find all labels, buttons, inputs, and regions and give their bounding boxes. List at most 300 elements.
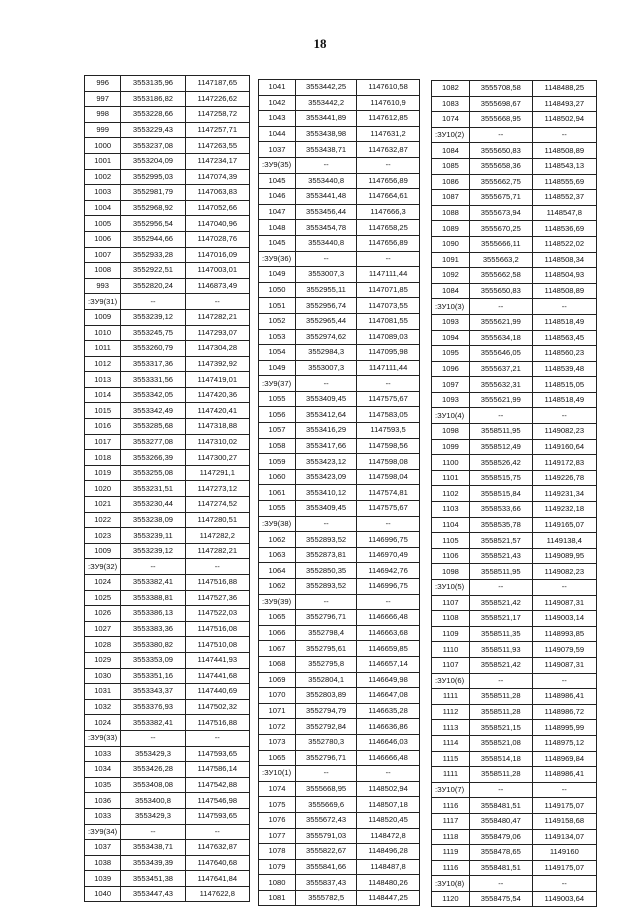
y-coordinate-cell: 1148986,41 <box>532 689 596 705</box>
x-coordinate-cell: 3552803,89 <box>296 688 357 704</box>
y-coordinate-cell: 1148555,69 <box>532 174 596 190</box>
point-number-cell: 1007 <box>85 247 121 263</box>
point-number-cell: 1118 <box>432 829 470 845</box>
y-coordinate-cell: 1148508,89 <box>532 143 596 159</box>
point-number-cell: 1069 <box>259 672 296 688</box>
x-coordinate-cell: -- <box>469 580 532 596</box>
x-coordinate-cell: 3553423,09 <box>296 469 357 485</box>
x-coordinate-cell: 3555621,99 <box>469 392 532 408</box>
y-coordinate-cell: 1147586,14 <box>185 762 249 778</box>
point-number-cell: 1056 <box>259 407 296 423</box>
x-coordinate-cell: 3552955,11 <box>296 282 357 298</box>
table-row <box>85 777 250 793</box>
table-row <box>432 517 597 533</box>
y-coordinate-cell: 1149231,34 <box>532 486 596 502</box>
y-coordinate-cell: -- <box>532 876 596 892</box>
x-coordinate-cell: 3553342,49 <box>121 403 185 419</box>
table-row <box>432 455 597 471</box>
table-row <box>259 204 420 220</box>
point-number-cell: 1106 <box>432 548 470 564</box>
point-number-cell: 1009 <box>85 309 121 325</box>
point-number-cell: 1110 <box>432 642 470 658</box>
y-coordinate-cell: 1146647,08 <box>357 688 420 704</box>
table-row <box>259 812 420 828</box>
table-row <box>432 860 597 876</box>
table-row <box>432 158 597 174</box>
y-coordinate-cell: 1147542,88 <box>185 777 249 793</box>
point-number-cell: 1061 <box>259 485 296 501</box>
point-number-cell: 1054 <box>259 345 296 361</box>
y-coordinate-cell: -- <box>532 782 596 798</box>
y-coordinate-cell: 1147575,67 <box>357 501 420 517</box>
x-coordinate-cell: 3552794,79 <box>296 703 357 719</box>
y-coordinate-cell: 1146663,68 <box>357 625 420 641</box>
y-coordinate-cell: 1148993,85 <box>532 626 596 642</box>
table-row <box>432 96 597 112</box>
table-row <box>85 871 250 887</box>
y-coordinate-cell: 1148536,69 <box>532 221 596 237</box>
point-number-cell: 1098 <box>432 564 470 580</box>
table-row <box>259 391 420 407</box>
table-row <box>85 543 250 559</box>
y-coordinate-cell: 1146666,48 <box>357 750 420 766</box>
x-coordinate-cell: 3553408,08 <box>121 777 185 793</box>
table-row <box>259 875 420 891</box>
table-row <box>432 221 597 237</box>
point-number-cell: 1011 <box>85 341 121 357</box>
x-coordinate-cell: 3553376,93 <box>121 699 185 715</box>
x-coordinate-cell: 3558521,42 <box>469 657 532 673</box>
table-row <box>85 715 250 731</box>
x-coordinate-cell: 3553239,11 <box>121 528 185 544</box>
point-number-cell: 1120 <box>432 891 470 907</box>
x-coordinate-cell: -- <box>296 157 357 173</box>
section-label-cell: :ЗУ10(5) <box>432 580 470 596</box>
point-number-cell: 1018 <box>85 450 121 466</box>
point-number-cell: 1000 <box>85 138 121 154</box>
point-number-cell: 1034 <box>85 762 121 778</box>
y-coordinate-cell: -- <box>532 299 596 315</box>
table-row <box>85 325 250 341</box>
y-coordinate-cell: 1147666,3 <box>357 204 420 220</box>
table-row <box>259 423 420 439</box>
point-number-cell: 1040 <box>85 886 121 902</box>
y-coordinate-cell: 1147257,71 <box>185 122 249 138</box>
point-number-cell: 1071 <box>259 703 296 719</box>
y-coordinate-cell: 1147419,01 <box>185 372 249 388</box>
point-number-cell: 1023 <box>85 528 121 544</box>
x-coordinate-cell: 3553260,79 <box>121 341 185 357</box>
point-number-cell: 1010 <box>85 325 121 341</box>
y-coordinate-cell: 1147441,68 <box>185 668 249 684</box>
x-coordinate-cell: 3553007,3 <box>296 360 357 376</box>
y-coordinate-cell: 1147293,07 <box>185 325 249 341</box>
y-coordinate-cell: 1147502,32 <box>185 699 249 715</box>
x-coordinate-cell: 3553438,71 <box>296 142 357 158</box>
y-coordinate-cell: 1146942,76 <box>357 563 420 579</box>
x-coordinate-cell: 3555782,5 <box>296 890 357 906</box>
y-coordinate-cell: 1148472,8 <box>357 828 420 844</box>
y-coordinate-cell: 1147095,98 <box>357 345 420 361</box>
point-number-cell: 1049 <box>259 360 296 376</box>
x-coordinate-cell: 3553230,44 <box>121 497 185 513</box>
x-coordinate-cell: 3553429,3 <box>121 746 185 762</box>
y-coordinate-cell: 1147612,85 <box>357 111 420 127</box>
x-coordinate-cell: 3552796,71 <box>296 750 357 766</box>
y-coordinate-cell: -- <box>532 127 596 143</box>
table-row <box>432 673 597 689</box>
y-coordinate-cell: 1148502,94 <box>532 112 596 128</box>
x-coordinate-cell: 3553383,36 <box>121 621 185 637</box>
table-row <box>432 486 597 502</box>
table-row <box>85 497 250 513</box>
x-coordinate-cell: 3555663,2 <box>469 252 532 268</box>
point-number-cell: 1029 <box>85 652 121 668</box>
point-number-cell: 998 <box>85 107 121 123</box>
x-coordinate-cell: -- <box>296 594 357 610</box>
x-coordinate-cell: 3553439,39 <box>121 855 185 871</box>
point-number-cell: 1073 <box>259 734 296 750</box>
y-coordinate-cell: 1147546,98 <box>185 793 249 809</box>
table-row <box>432 424 597 440</box>
table-row <box>85 684 250 700</box>
x-coordinate-cell: 3558526,42 <box>469 455 532 471</box>
x-coordinate-cell: 3555666,11 <box>469 236 532 252</box>
x-coordinate-cell: 3552984,3 <box>296 345 357 361</box>
x-coordinate-cell: 3558521,08 <box>469 735 532 751</box>
y-coordinate-cell: 1147003,01 <box>185 263 249 279</box>
point-number-cell: 1083 <box>432 96 470 112</box>
point-number-cell: 1072 <box>259 719 296 735</box>
table-row <box>85 746 250 762</box>
y-coordinate-cell: 1148515,05 <box>532 377 596 393</box>
point-number-cell: 1062 <box>259 579 296 595</box>
y-coordinate-cell: 1147593,5 <box>357 423 420 439</box>
point-number-cell: 997 <box>85 91 121 107</box>
y-coordinate-cell: 1148504,93 <box>532 268 596 284</box>
y-coordinate-cell: 1146970,49 <box>357 547 420 563</box>
table-row <box>432 314 597 330</box>
x-coordinate-cell: 3558514,18 <box>469 751 532 767</box>
table-row <box>85 247 250 263</box>
y-coordinate-cell: 1148560,23 <box>532 346 596 362</box>
x-coordinate-cell: 3553440,8 <box>296 235 357 251</box>
table-row <box>432 845 597 861</box>
x-coordinate-cell: 3555672,43 <box>296 812 357 828</box>
table-row <box>432 377 597 393</box>
table-row <box>259 282 420 298</box>
point-number-cell: 1052 <box>259 313 296 329</box>
table-row <box>259 532 420 548</box>
point-number-cell: 1024 <box>85 575 121 591</box>
table-row <box>259 313 420 329</box>
table-row <box>432 735 597 751</box>
y-coordinate-cell: 1147016,09 <box>185 247 249 263</box>
x-coordinate-cell: 3552981,79 <box>121 185 185 201</box>
point-number-cell: 1045 <box>259 235 296 251</box>
y-coordinate-cell: 1147641,84 <box>185 871 249 887</box>
point-number-cell: 999 <box>85 122 121 138</box>
y-coordinate-cell: 1147583,05 <box>357 407 420 423</box>
y-coordinate-cell: 1147291,1 <box>185 465 249 481</box>
x-coordinate-cell: 3553229,43 <box>121 122 185 138</box>
table-row <box>85 434 250 450</box>
point-number-cell: 1057 <box>259 423 296 439</box>
section-label-cell: :ЗУ10(3) <box>432 299 470 315</box>
point-number-cell: 1037 <box>259 142 296 158</box>
table-row <box>432 689 597 705</box>
table-row <box>259 859 420 875</box>
point-number-cell: 1046 <box>259 189 296 205</box>
table-row <box>85 372 250 388</box>
table-row <box>85 200 250 216</box>
x-coordinate-cell: -- <box>469 673 532 689</box>
table-row <box>432 408 597 424</box>
x-coordinate-cell: 3555670,25 <box>469 221 532 237</box>
x-coordinate-cell: -- <box>469 782 532 798</box>
y-coordinate-cell: 1147593,65 <box>185 746 249 762</box>
table-row <box>432 580 597 596</box>
y-coordinate-cell: 1148986,41 <box>532 767 596 783</box>
y-coordinate-cell: 1149087,31 <box>532 657 596 673</box>
y-coordinate-cell: 1147280,51 <box>185 512 249 528</box>
x-coordinate-cell: 3553231,51 <box>121 481 185 497</box>
point-number-cell: 1050 <box>259 282 296 298</box>
x-coordinate-cell: 3558479,06 <box>469 829 532 845</box>
y-coordinate-cell: 1149172,83 <box>532 455 596 471</box>
point-number-cell: 1068 <box>259 656 296 672</box>
point-number-cell: 1014 <box>85 387 121 403</box>
point-number-cell: 1098 <box>432 424 470 440</box>
y-coordinate-cell: 1147073,55 <box>357 298 420 314</box>
point-number-cell: 1062 <box>259 532 296 548</box>
y-coordinate-cell: 1147258,72 <box>185 107 249 123</box>
y-coordinate-cell: 1147111,44 <box>357 267 420 283</box>
y-coordinate-cell: 1148496,28 <box>357 844 420 860</box>
x-coordinate-cell: 3555675,71 <box>469 190 532 206</box>
x-coordinate-cell: 3553351,16 <box>121 668 185 684</box>
x-coordinate-cell: 3553447,43 <box>121 886 185 902</box>
y-coordinate-cell: 1147063,83 <box>185 185 249 201</box>
table-row <box>259 688 420 704</box>
table-row <box>432 299 597 315</box>
point-number-cell: 1103 <box>432 502 470 518</box>
x-coordinate-cell: -- <box>296 516 357 532</box>
point-number-cell: 1076 <box>259 812 296 828</box>
x-coordinate-cell: 3558515,75 <box>469 470 532 486</box>
table-row <box>85 450 250 466</box>
point-number-cell: 1037 <box>85 840 121 856</box>
y-coordinate-cell: -- <box>357 766 420 782</box>
table-row <box>85 419 250 435</box>
section-label-cell: :ЗУ9(33) <box>85 730 121 746</box>
table-row <box>85 512 250 528</box>
coordinates-table-2 <box>258 79 420 906</box>
y-coordinate-cell: 1148508,34 <box>532 252 596 268</box>
table-row <box>85 356 250 372</box>
point-number-cell: 1093 <box>432 392 470 408</box>
table-row <box>85 216 250 232</box>
table-row <box>432 392 597 408</box>
table-row <box>259 641 420 657</box>
point-number-cell: 1060 <box>259 469 296 485</box>
section-label-cell: :ЗУ9(38) <box>259 516 296 532</box>
y-coordinate-cell: 1147071,85 <box>357 282 420 298</box>
table-row <box>259 734 420 750</box>
x-coordinate-cell: 3553317,36 <box>121 356 185 372</box>
x-coordinate-cell: 3552798,4 <box>296 625 357 641</box>
point-number-cell: 1074 <box>259 781 296 797</box>
y-coordinate-cell: 1148995,99 <box>532 720 596 736</box>
x-coordinate-cell: 3555650,83 <box>469 283 532 299</box>
section-label-cell: :ЗУ9(34) <box>85 824 121 840</box>
point-number-cell: 1074 <box>432 112 470 128</box>
table-row <box>85 652 250 668</box>
y-coordinate-cell: 1147274,52 <box>185 497 249 513</box>
table-row <box>85 575 250 591</box>
y-coordinate-cell: -- <box>185 730 249 746</box>
point-number-cell: 1119 <box>432 845 470 861</box>
point-number-cell: 1097 <box>432 377 470 393</box>
y-coordinate-cell: 1146873,49 <box>185 278 249 294</box>
table-row <box>85 403 250 419</box>
table-row <box>432 236 597 252</box>
point-number-cell: 1035 <box>85 777 121 793</box>
x-coordinate-cell: 3552956,54 <box>121 216 185 232</box>
x-coordinate-cell: 3558515,84 <box>469 486 532 502</box>
table-row <box>85 185 250 201</box>
x-coordinate-cell: 3553400,8 <box>121 793 185 809</box>
point-number-cell: 1093 <box>432 314 470 330</box>
x-coordinate-cell: 3558511,28 <box>469 689 532 705</box>
y-coordinate-cell: 1147081,55 <box>357 313 420 329</box>
x-coordinate-cell: -- <box>121 294 185 310</box>
point-number-cell: 1032 <box>85 699 121 715</box>
point-number-cell: 1091 <box>432 252 470 268</box>
y-coordinate-cell: 1147575,67 <box>357 391 420 407</box>
table-row <box>259 625 420 641</box>
x-coordinate-cell: 3553204,09 <box>121 153 185 169</box>
table-row <box>259 610 420 626</box>
x-coordinate-cell: 3553412,64 <box>296 407 357 423</box>
x-coordinate-cell: 3553423,12 <box>296 454 357 470</box>
y-coordinate-cell: 1147441,93 <box>185 652 249 668</box>
point-number-cell: 1059 <box>259 454 296 470</box>
y-coordinate-cell: 1147574,81 <box>357 485 420 501</box>
table-row <box>259 111 420 127</box>
table-row <box>85 637 250 653</box>
table-row <box>259 828 420 844</box>
y-coordinate-cell: 1146636,86 <box>357 719 420 735</box>
point-number-cell: 1081 <box>259 890 296 906</box>
x-coordinate-cell: 3555673,94 <box>469 205 532 221</box>
table-row <box>259 142 420 158</box>
point-number-cell: 1053 <box>259 329 296 345</box>
table-row <box>85 138 250 154</box>
y-coordinate-cell: 1147516,88 <box>185 715 249 731</box>
table-row <box>432 595 597 611</box>
x-coordinate-cell: 3558480,47 <box>469 813 532 829</box>
y-coordinate-cell: 1147522,03 <box>185 606 249 622</box>
x-coordinate-cell: 3555668,95 <box>296 781 357 797</box>
point-number-cell: 996 <box>85 76 121 92</box>
y-coordinate-cell: 1148969,84 <box>532 751 596 767</box>
x-coordinate-cell: 3552795,61 <box>296 641 357 657</box>
y-coordinate-cell: 1147074,39 <box>185 169 249 185</box>
x-coordinate-cell: 3552974,62 <box>296 329 357 345</box>
y-coordinate-cell: 1148543,13 <box>532 158 596 174</box>
y-coordinate-cell: 1147263,55 <box>185 138 249 154</box>
point-number-cell: 1107 <box>432 595 470 611</box>
x-coordinate-cell: 3552968,92 <box>121 200 185 216</box>
table-row <box>432 782 597 798</box>
coordinates-table-3 <box>431 80 597 907</box>
y-coordinate-cell: 1149082,23 <box>532 424 596 440</box>
y-coordinate-cell: 1147310,02 <box>185 434 249 450</box>
x-coordinate-cell: 3553238,09 <box>121 512 185 528</box>
section-label-cell: :ЗУ10(1) <box>259 766 296 782</box>
y-coordinate-cell: 1147392,92 <box>185 356 249 372</box>
point-number-cell: 1012 <box>85 356 121 372</box>
table-row <box>432 190 597 206</box>
table-row <box>85 91 250 107</box>
point-number-cell: 1006 <box>85 231 121 247</box>
y-coordinate-cell: 1147656,89 <box>357 235 420 251</box>
x-coordinate-cell: 3558511,93 <box>469 642 532 658</box>
point-number-cell: 1102 <box>432 486 470 502</box>
y-coordinate-cell: 1149134,07 <box>532 829 596 845</box>
y-coordinate-cell: -- <box>357 157 420 173</box>
y-coordinate-cell: 1147420,41 <box>185 403 249 419</box>
x-coordinate-cell: 3553442,2 <box>296 95 357 111</box>
x-coordinate-cell: 3555837,43 <box>296 875 357 891</box>
table-row <box>259 797 420 813</box>
point-number-cell: 1101 <box>432 470 470 486</box>
point-number-cell: 1079 <box>259 859 296 875</box>
table-row <box>259 672 420 688</box>
x-coordinate-cell: 3553451,38 <box>121 871 185 887</box>
x-coordinate-cell: 3555637,21 <box>469 361 532 377</box>
x-coordinate-cell: 3553441,48 <box>296 189 357 205</box>
table-row <box>85 730 250 746</box>
x-coordinate-cell: 3558481,51 <box>469 860 532 876</box>
table-row <box>259 469 420 485</box>
table-row <box>432 626 597 642</box>
y-coordinate-cell: 1149232,18 <box>532 502 596 518</box>
x-coordinate-cell: 3553239,12 <box>121 543 185 559</box>
table-row <box>259 298 420 314</box>
y-coordinate-cell: 1147420,36 <box>185 387 249 403</box>
section-label-cell: :ЗУ9(31) <box>85 294 121 310</box>
x-coordinate-cell: 3555822,67 <box>296 844 357 860</box>
y-coordinate-cell: 1147440,69 <box>185 684 249 700</box>
table-row <box>432 283 597 299</box>
x-coordinate-cell: 3558521,15 <box>469 720 532 736</box>
x-coordinate-cell: 3558511,35 <box>469 626 532 642</box>
point-number-cell: 1042 <box>259 95 296 111</box>
table-row <box>85 621 250 637</box>
x-coordinate-cell: 3553353,09 <box>121 652 185 668</box>
y-coordinate-cell: 1147111,44 <box>357 360 420 376</box>
x-coordinate-cell: 3553409,45 <box>296 501 357 517</box>
x-coordinate-cell: 3555669,6 <box>296 797 357 813</box>
point-number-cell: 1065 <box>259 750 296 766</box>
table-row <box>432 704 597 720</box>
point-number-cell: 1112 <box>432 704 470 720</box>
x-coordinate-cell: -- <box>469 127 532 143</box>
y-coordinate-cell: 1147527,36 <box>185 590 249 606</box>
point-number-cell: 1004 <box>85 200 121 216</box>
